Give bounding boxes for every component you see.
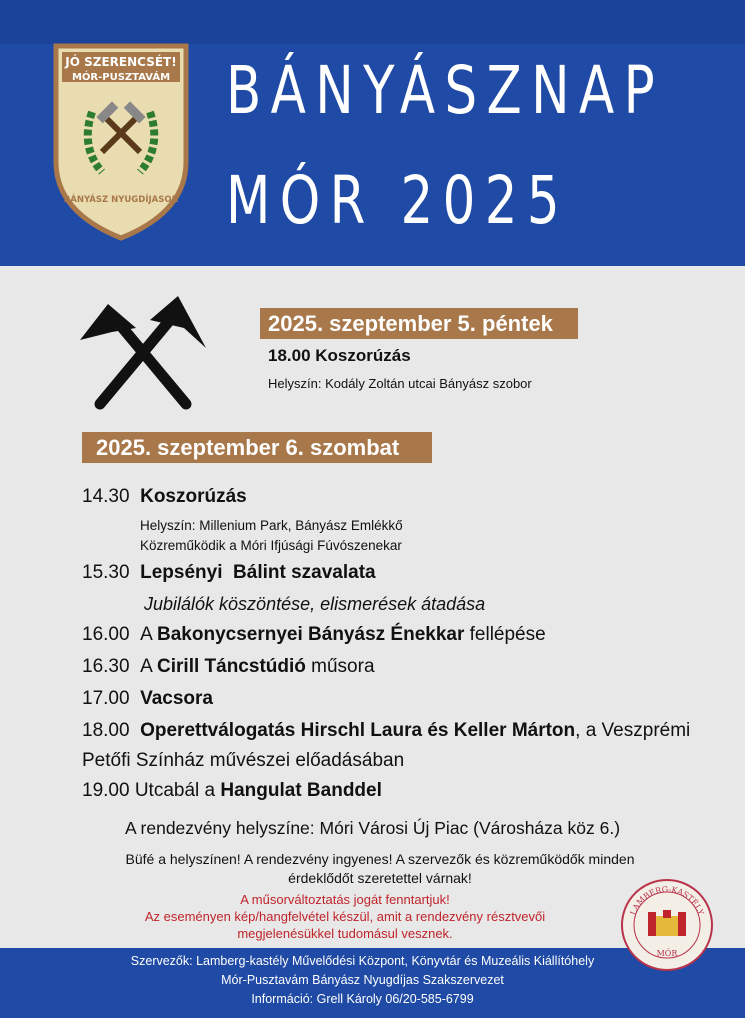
header-top-band <box>0 0 745 44</box>
program-row: 18.00 Operettválogatás Hirschl Laura és Keller Márton, a Veszprémi <box>82 720 691 741</box>
program-note: Közreműködik a Móri Ifjúsági Fúvószenekar <box>140 538 402 553</box>
program-note: Helyszín: Millenium Park, Bányász Emlékkő <box>140 518 403 533</box>
day1-event-place: Helyszín: Kodály Zoltán utcai Bányász szobor <box>268 376 532 391</box>
stamp-top-text: LAMBERG-KASTÉLY <box>628 884 706 917</box>
hammer-and-pick-icon <box>78 292 208 410</box>
program-row: 19.00 Utcabál a Hangulat Banddel <box>82 780 382 801</box>
venue-text: A rendezvény helyszíne: Móri Városi Új Piac (Városháza köz 6.) <box>124 818 621 838</box>
badge-bottom-text: BÁNYÁSZ NYUGDÍJASOK <box>63 195 179 205</box>
program-row: 16.00 A Bakonycsernyei Bányász Énekkar fellépése <box>82 624 546 645</box>
day2-date-label: 2025. szeptember 6. szombat <box>82 432 432 463</box>
program-row: 14.30 Koszorúzás <box>82 486 247 507</box>
stamp-bottom-text: MÓR <box>656 949 678 958</box>
page-subtitle: MÓR 2025 <box>226 162 569 239</box>
program-row: 15.30 Lepsényi Bálint szavalata <box>82 562 376 583</box>
lamberg-castle-logo-icon <box>620 878 714 972</box>
day1-date-label: 2025. szeptember 5. péntek <box>260 308 578 339</box>
info-text: Büfé a helyszínen! A rendezvény ingyenes! A szervezők és közreműködők minden érdeklődőt szeretettel várnak! <box>125 851 635 886</box>
footer-text: Szervezők: Lamberg-kastély Művelődési Központ, Könyvtár és Muzeális Kiállítóhely Mór-Pusztavám Bányász Nyugdíjas Szakszervezet Információ: Grell Károly 06/20-585-6799 <box>130 954 595 1006</box>
program-row: 16.30 A Cirill Táncstúdió műsora <box>82 656 375 677</box>
program-row-continued: Petőfi Színház művészei előadásában <box>82 750 405 771</box>
page-title: BÁNYÁSZNAP <box>226 52 665 129</box>
program-italic-note: Jubilálók köszöntése, elismerések átadása <box>144 594 486 614</box>
badge-top-text: JÓ SZERENCSÉT! <box>65 55 177 69</box>
program-row: 17.00 Vacsora <box>82 688 214 709</box>
badge-middle-text: MÓR-PUSZTAVÁM <box>71 72 171 83</box>
notice-text: A műsorváltoztatás jogát fenntartjuk! Az eseményen kép/hangfelvétel készül, amit a rendezvény résztvevői megjelenésükkel tudomásul vesznek. <box>144 892 546 941</box>
day1-event-title: 18.00 Koszorúzás <box>268 346 411 365</box>
miners-pensioners-badge-icon <box>52 42 190 242</box>
